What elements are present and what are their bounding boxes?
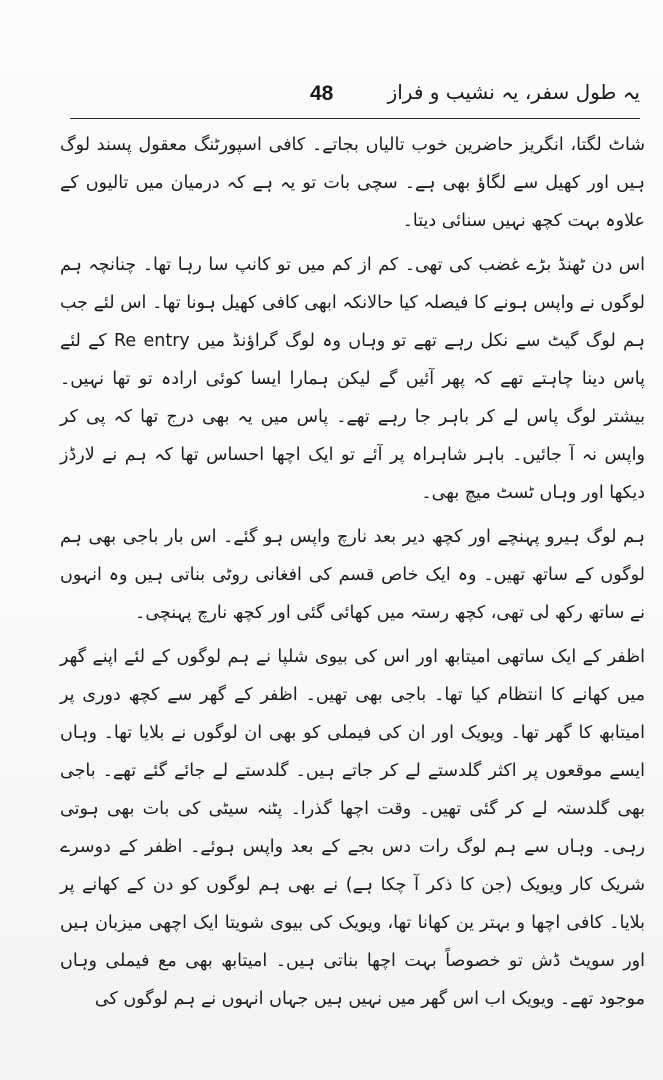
- page-header: [70, 78, 640, 118]
- paragraph: ہم لوگ ہیرو پہنچے اور کچھ دیر بعد نارچ واپس ہو گئے۔ اس بار باجی بھی ہم لوگوں کے ساتھ تھیں۔ وہ ایک خاص قسم کی افغانی روٹی بناتی ہیں وہ انہوں نے ساتھ رکھ لی تھی، کچھ رستہ میں کھائی گئی اور کچھ نارچ پہنچی۔: [60, 527, 645, 623]
- paragraph: اظفر کے ایک ساتھی امیتابھ اور اس کی بیوی شلپا نے ہم لوگوں کے لئے اپنے گھر میں کھانے کا انتظام کیا تھا۔ باجی بھی تھیں۔ اظفر کے گھر سے کچھ دوری پر امیتابھ کا گھر تھا۔ ویویک اور ان کی فیملی کو بھی ان لوگوں نے بلایا تھا۔ وہاں ایسے موقعوں پر اکثر گلدستے لے کر جاتے ہیں۔ گلدستے لے جائے گئے تھے۔ باجی بھی گلدستہ لے کر گئی تھیں۔ وقت اچھا گذرا۔ پٹنہ سیٹی کی بات بھی ہوتی رہی۔ وہاں سے ہم لوگ رات دس بجے کے بعد واپس ہوئے۔ اظفر کے دوسرے شریک کار ویویک (جن کا ذکر آ چکا ہے) نے بھی ہم لوگوں کو دن کے کھانے پر بلایا۔ کافی اچھا و بہتر ین کھانا تھا، ویویک کی بیوی شویتا ایک اچھی میزبان ہیں اور سویٹ ڈش تو خصوصاً بہت اچھا بناتی ہیں۔ امیتابھ بھی مع فیملی وہاں موجود تھے۔ ویویک اب اس گھر میں نہیں ہیں جہاں انہوں نے ہم لوگوں کی: [60, 647, 645, 1009]
- header-divider: [70, 118, 640, 119]
- paragraph: اس دن ٹھنڈ بڑے غضب کی تھی۔ کم از کم میں تو کانپ سا رہا تھا۔ چنانچہ ہم لوگوں نے واپس ہونے کا فیصلہ کیا حالانکہ ابھی کافی کھیل ہونا تھا۔ اس لئے جب ہم لوگ گیٹ سے نکل رہے تھے تو وہاں وہ لوگ گراؤنڈ میں Re entry کے لئے پاس دینا چاہتے تھے کہ پھر آئیں گے لیکن ہمارا ایسا کوئی ارادہ تو تھا نہیں۔ بیشتر لوگ پاس لے کر باہر جا رہے تھے۔ پاس میں یہ بھی درج تھا کہ پی کر واپس نہ آ جائیں۔ باہر شاہراہ پر آئے تو ایک اچھا احساس تھا کہ ہم نے لارڈز دیکھا اور وہاں ٹسٹ میچ بھی۔: [60, 255, 645, 503]
- paragraph: شاٹ لگتا، انگریز حاضرین خوب تالیاں بجاتے۔ کافی اسپورٹنگ معقول پسند لوگ ہیں اور کھیل سے لگاؤ بھی ہے۔ سچی بات تو یہ ہے کہ درمیان میں تالیوں کے علاوہ بہت کچھ نہیں سنائی دیتا۔: [60, 135, 645, 231]
- body-text: [60, 126, 645, 1018]
- page-number: 48: [310, 82, 334, 105]
- running-title: یہ طول سفر، یہ نشیب و فراز: [387, 80, 640, 104]
